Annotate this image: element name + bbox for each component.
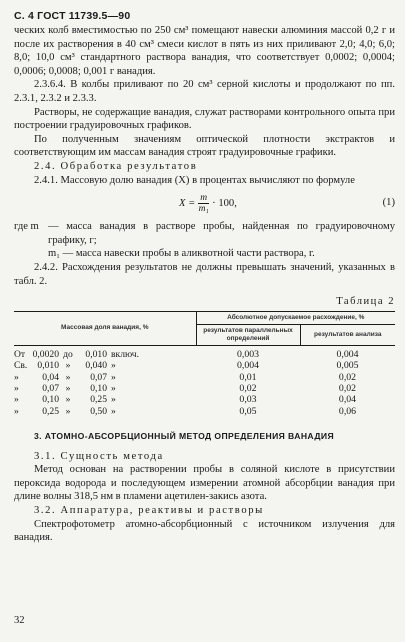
table-row	[14, 360, 395, 371]
subsection-3-2-title: 3.2. Аппаратура, реактивы и растворы	[34, 505, 264, 516]
cell-range	[14, 360, 196, 371]
cell-parallel: 0,003	[236, 348, 260, 360]
cell-parallel: 0,03	[239, 394, 257, 406]
range-suffix: включ.	[111, 348, 140, 360]
formula-denominator: m₁	[198, 204, 209, 215]
cell-analysis: 0,02	[338, 383, 357, 395]
range-suffix: »	[111, 383, 116, 395]
formula-lhs: X =	[179, 197, 196, 209]
table-body	[14, 345, 395, 417]
range-to: 0,07	[90, 371, 107, 383]
cell-range	[14, 383, 196, 394]
document-page	[14, 10, 395, 545]
section-3-title: 3. АТОМНО-АБСОРБЦИОННЫЙ МЕТОД ОПРЕДЕЛЕНИЯ ВАНАДИЯ	[34, 431, 335, 442]
range-suffix: »	[111, 371, 116, 383]
range-to: 0,25	[90, 394, 107, 406]
paragraph-continuation: ческих колб вместимостью по 250 см³ помещают навески алюминия массой 0,2 г и после их растворения в 40 см³ смеси кислот в пять из них приливают 2,0; 4,0; 6,0; 8,0; 10,0 см³ стандартного раствора ванадия, что соответствует 0,0002; 0,0004; 0,0006; 0,0008; 0,001 г ванадия.	[14, 25, 395, 77]
paragraph-spectrophotometer: Спектрофотометр атомно-абсорбционный с источником излучения для ванадия.	[14, 518, 395, 544]
table-caption: Таблица 2	[336, 296, 395, 308]
formula-rhs: · 100,	[212, 197, 237, 209]
paragraph-2-3-6-4: 2.3.6.4. В колбы приливают по 20 см³ серной кислоты и продолжают по пп. 2.3.1, 2.3.2 и 2.3.3.	[14, 79, 395, 104]
page-number: 32	[14, 615, 25, 627]
range-prefix: От	[14, 348, 26, 360]
range-to: 0,040	[85, 360, 107, 372]
range-to: 0,010	[85, 348, 107, 360]
subsection-2-4-title: 2.4. Обработка результатов	[34, 160, 198, 172]
range-from: 0,07	[42, 383, 59, 395]
page-header: С. 4 ГОСТ 11739.5—90	[14, 10, 131, 22]
cell-analysis: 0,04	[338, 394, 357, 406]
cell-parallel: 0,004	[236, 360, 260, 372]
legend-m1: m₁ — масса навески пробы в аликвотной части раствора, г.	[48, 248, 315, 260]
paragraph-2-4-2: 2.4.2. Расхождения результатов не должны превышать значений, указанных в табл. 2.	[14, 261, 395, 287]
range-to-word: до	[63, 348, 73, 360]
table-row	[14, 345, 395, 360]
range-to-word: »	[65, 371, 71, 383]
range-from: 0,10	[42, 394, 59, 406]
cell-analysis: 0,02	[338, 371, 357, 383]
paragraph-2-4-1: 2.4.1. Массовую долю ванадия (X) в процентах вычисляют по формуле	[34, 174, 355, 186]
range-prefix: »	[14, 405, 19, 417]
range-to: 0,50	[90, 405, 107, 417]
range-prefix: »	[14, 371, 19, 383]
formula-legend	[14, 220, 395, 261]
range-to-word: »	[65, 360, 71, 372]
paragraph-calibration-graphs: По полученным значениям оптической плотности экстрактов и соответствующим им массам ванадия строят градуировочные графики.	[14, 133, 395, 159]
range-to-word: »	[65, 394, 71, 406]
cell-analysis: 0,004	[336, 348, 359, 360]
legend-label: где m	[14, 221, 39, 233]
cell-parallel: 0,02	[239, 383, 257, 395]
cell-parallel: 0,01	[239, 371, 257, 383]
range-from: 0,25	[42, 405, 59, 417]
formula-fraction	[198, 193, 209, 214]
table-row	[14, 394, 395, 405]
paragraph-method-principle: Метод основан на растворении пробы в соляной кислоте в присутствии пероксида водорода и последующем измерении атомной абсорбции ванадия при длине волны 318,5 нм в пламени ацетилен-закись азота.	[14, 464, 395, 503]
range-from: 0,0020	[32, 348, 59, 360]
range-prefix: »	[14, 383, 19, 395]
legend-m: — масса ванадия в растворе пробы, найденная по градуировочному графику, г;	[48, 221, 395, 246]
formula-number: (1)	[382, 197, 395, 209]
range-prefix: Св.	[14, 360, 28, 372]
range-prefix: »	[14, 394, 19, 406]
range-from: 0,04	[42, 371, 59, 383]
cell-range	[14, 394, 196, 405]
range-to: 0,10	[90, 383, 107, 395]
header-analysis-results: результатов анализа	[300, 324, 395, 345]
cell-range	[14, 345, 196, 360]
cell-analysis: 0,005	[336, 360, 359, 372]
cell-range	[14, 406, 196, 417]
range-to-word: »	[65, 405, 71, 417]
header-mass-fraction: Массовая доля ванадия, %	[14, 311, 196, 345]
range-from: 0,010	[37, 360, 59, 372]
header-parallel-determinations: результатов параллельных определений	[196, 324, 300, 345]
cell-range	[14, 371, 196, 382]
range-suffix: »	[111, 360, 116, 372]
formula-1	[14, 189, 395, 219]
range-suffix: »	[111, 394, 116, 406]
range-suffix: »	[111, 405, 116, 417]
paragraph-control-solutions: Растворы, не содержащие ванадия, служат растворами контрольного опыта при построении градуировочных графиков.	[14, 106, 395, 132]
subsection-3-1-title: 3.1. Сущность метода	[34, 450, 164, 462]
table-row	[14, 371, 395, 382]
table-2	[14, 311, 395, 417]
table-row	[14, 383, 395, 394]
cell-analysis: 0,06	[338, 405, 357, 417]
range-to-word: »	[65, 383, 71, 395]
formula-numerator: m	[200, 193, 208, 204]
header-abs-discrepancy: Абсолютное допускаемое расхождение, %	[196, 311, 395, 324]
table-row	[14, 406, 395, 417]
cell-parallel: 0,05	[239, 405, 257, 417]
